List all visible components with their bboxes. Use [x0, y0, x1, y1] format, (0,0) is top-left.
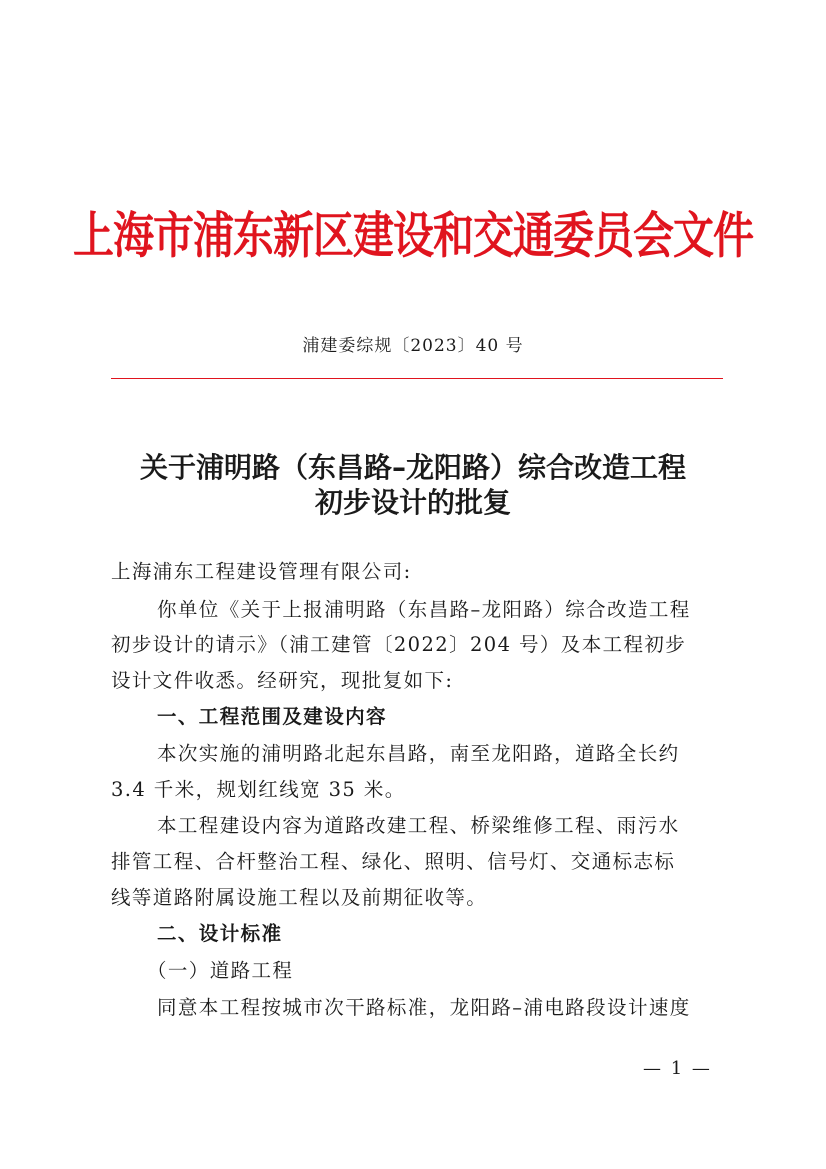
document-title-line-1: 关于浦明路（东昌路–龙阳路）综合改造工程: [139, 451, 686, 484]
paragraph-line: 设计文件收悉。经研究，现批复如下:: [111, 669, 454, 692]
paragraph-line: 排管工程、合杆整治工程、绿化、照明、信号灯、交通标志标: [111, 850, 676, 873]
page-number: — 1 —: [643, 1058, 712, 1079]
red-divider-line: [111, 378, 723, 379]
section-heading-2: 二、设计标准: [157, 922, 283, 945]
recipient: 上海浦东工程建设管理有限公司:: [111, 560, 412, 583]
document-title-line-2: 初步设计的批复: [314, 486, 511, 519]
issuing-authority-header: 上海市浦东新区建设和交通委员会文件: [73, 206, 753, 265]
paragraph-line: 初步设计的请示》（浦工建管〔2022〕204 号）及本工程初步: [111, 633, 687, 656]
document-number: 浦建委综规〔2023〕40 号: [302, 336, 524, 356]
paragraph-line: 你单位《关于上报浦明路（东昌路–龙阳路）综合改造工程: [157, 598, 691, 621]
paragraph-line: 本工程建设内容为道路改建工程、桥梁维修工程、雨污水: [157, 814, 680, 837]
paragraph-line: 3.4 千米，规划红线宽 35 米。: [111, 778, 406, 801]
section-heading-1: 一、工程范围及建设内容: [157, 705, 387, 728]
paragraph-line: 线等道路附属设施工程以及前期征收等。: [111, 886, 488, 909]
subsection-heading-1: （一）道路工程: [147, 959, 294, 982]
paragraph-line: 本次实施的浦明路北起东昌路，南至龙阳路，道路全长约: [157, 742, 680, 765]
paragraph-line: 同意本工程按城市次干路标准，龙阳路–浦电路段设计速度: [157, 996, 691, 1019]
